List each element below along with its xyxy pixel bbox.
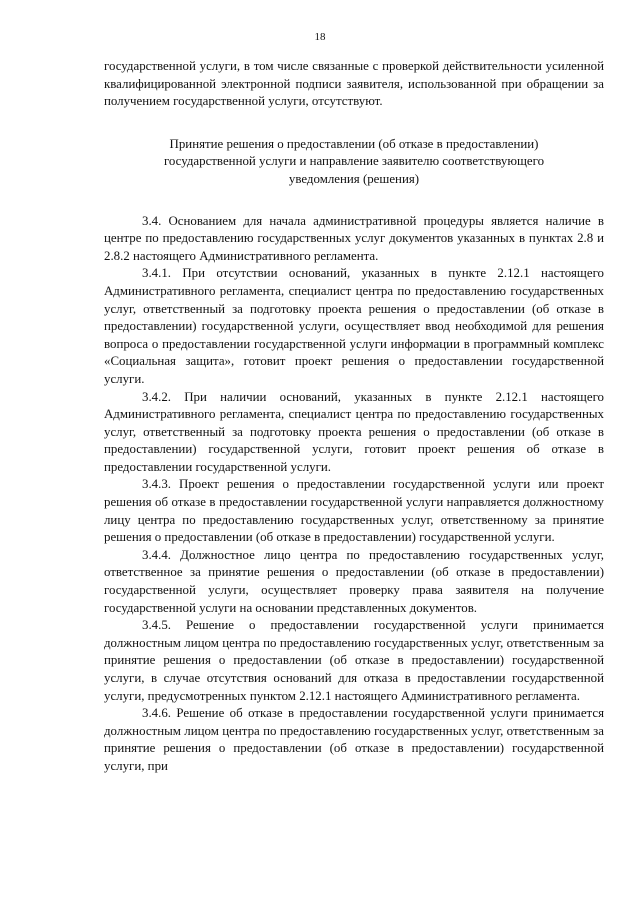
paragraph-3-4-5: 3.4.5. Решение о предоставлении государственной услуги принимается должностным лицом центра по предоставлению государственных услуг, ответственным за принятие решения о предоставлении (об отказе в предоставлении) государственной услуги, в случае отсутствия оснований для отказа в предоставлении государственной услуги, предусмотренных пунктом 2.12.1 настоящего Административного регламента. [104, 618, 604, 703]
paragraph-3-4-2: 3.4.2. При наличии оснований, указанных в пункте 2.12.1 настоящего Административного регламента, специалист центра по предоставлению государственных услуг, ответственный за подготовку проекта решения о предоставлении (об отказе в предоставлении) государственной услуги, готовит проект решения об отказе в предоставлении государственной услуги. [104, 389, 604, 474]
section-heading-line: Принятие решения о предоставлении (об отказе в предоставлении) [169, 136, 539, 151]
paragraph-3-4-1: 3.4.1. При отсутствии оснований, указанных в пункте 2.12.1 настоящего Административного регламента, специалист центра по предоставлению государственных услуг, ответственный за подготовку проекта решения о предоставлении (об отказе в предоставлении) государственной услуги, осуществляет ввод необходимой для решения вопроса о предоставлении государственной услуги информации в программный комплекс «Социальная защита», готовит проект решения о предоставлении государственной услуги. [104, 266, 604, 386]
paragraph-3-4-3: 3.4.3. Проект решения о предоставлении государственной услуги или проект решения об отказе в предоставлении государственной услуги направляется должностному лицу центра по предоставлению государственных услуг, ответственному за принятие решения о предоставлении (об отказе в предоставлении) государственной услуги. [104, 477, 604, 545]
section-heading [104, 136, 604, 189]
intro-paragraph: государственной услуги, в том числе связанные с проверкой действительности усиленной квалифицированной электронной подписи заявителя, использованной при обращении за получением государственной услуги, отсутствуют. [104, 59, 604, 109]
section-heading-line: уведомления (решения) [288, 171, 420, 186]
section-heading-line: государственной услуги и направление заявителю соответствующего [163, 154, 545, 169]
paragraph-3-4-4: 3.4.4. Должностное лицо центра по предоставлению государственных услуг, ответственное за принятие решения о предоставлении (об отказе в предоставлении) государственной услуги, осуществляет проверку права заявителя на получение государственной услуги на основании представленных документов. [104, 547, 604, 615]
document-body [104, 58, 604, 776]
paragraph-3-4-6: 3.4.6. Решение об отказе в предоставлении государственной услуги принимается должностным лицом центра по предоставлению государственных услуг, ответственным за принятие решения о предоставлении (об отказе в предоставлении) государственной услуги, при [104, 706, 604, 773]
page-number: 18 [314, 31, 326, 43]
paragraph-3-4: 3.4. Основанием для начала административной процедуры является наличие в центре по предоставлению государственных услуг документов указанных в пунктах 2.8 и 2.8.2 настоящего Административного регламента. [104, 213, 604, 263]
